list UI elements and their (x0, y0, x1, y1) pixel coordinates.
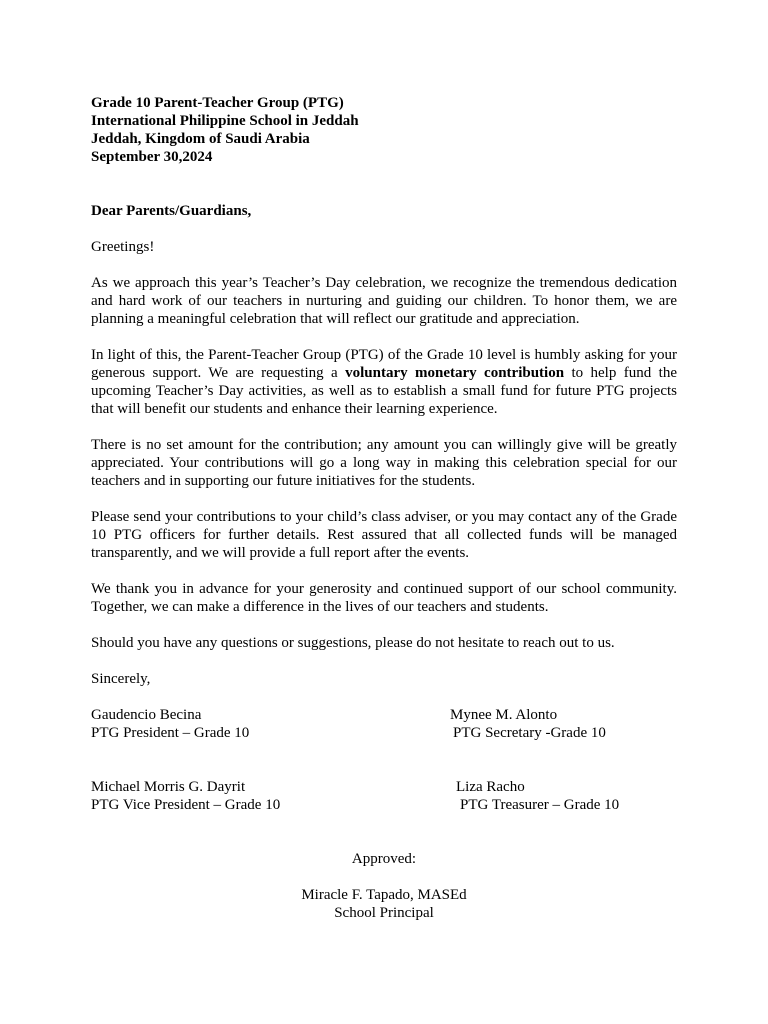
treasurer-title: PTG Treasurer – Grade 10 (460, 797, 620, 813)
president-title: PTG President – Grade 10 (91, 725, 250, 741)
signature-president (91, 706, 249, 742)
letterhead (91, 94, 677, 166)
approval-block (91, 850, 677, 922)
vice-president-name: Michael Morris G. Dayrit (91, 779, 246, 795)
signature-row-2 (91, 778, 677, 814)
treasurer-name: Liza Racho (456, 779, 525, 795)
letter-body (91, 94, 677, 922)
principal-title: School Principal (334, 905, 434, 921)
signature-secretary (450, 706, 606, 742)
voluntary-contribution-emphasis: voluntary monetary contribution (345, 365, 565, 381)
signature-vice-president (91, 778, 280, 814)
president-name: Gaudencio Becina (91, 707, 202, 723)
letter-date: September 30,2024 (91, 149, 213, 165)
paragraph-teachers-day: As we approach this year’s Teacher’s Day celebration, we recognize the tremendous dedication and hard work of our teachers in nurturing and guiding our children. To honor them, we are planning a meaningful celebration that will reflect our gratitude and appreciation. (91, 275, 677, 327)
vice-president-title: PTG Vice President – Grade 10 (91, 797, 281, 813)
paragraph-contribution-request-start: In light of this, the Parent-Teacher Group (PTG) of the Grade 10 level is humbly asking for your generous support. We are requesting a (91, 347, 677, 381)
approval-label: Approved: (351, 851, 417, 867)
letterhead-school: International Philippine School in Jeddah (91, 113, 359, 129)
paragraph-contribution-request (91, 346, 677, 418)
paragraph-contribution-request-end: to help fund the upcoming Teacher’s Day activities, as well as to establish a small fund for future PTG projects that will benefit our students and enhance their learning experience. (91, 365, 677, 417)
signature-row-1 (91, 706, 677, 742)
secretary-title: PTG Secretary -Grade 10 (453, 725, 606, 741)
secretary-name: Mynee M. Alonto (450, 707, 558, 723)
closing: Sincerely, (91, 671, 151, 687)
paragraph-questions: Should you have any questions or suggestions, please do not hesitate to reach out to us. (91, 635, 615, 651)
greeting: Greetings! (91, 239, 155, 255)
letterhead-location: Jeddah, Kingdom of Saudi Arabia (91, 131, 310, 147)
principal-name: Miracle F. Tapado, MASEd (301, 887, 467, 903)
salutation: Dear Parents/Guardians, (91, 203, 252, 219)
signature-treasurer (456, 778, 619, 814)
paragraph-send-contributions: Please send your contributions to your child’s class adviser, or you may contact any of the Grade 10 PTG officers for further details. Rest assured that all collected funds will be managed transparently, and we will provide a full report after the events. (91, 509, 677, 561)
paragraph-thank-you: We thank you in advance for your generosity and continued support of our school community. Together, we can make a difference in the lives of our teachers and students. (91, 581, 677, 615)
letterhead-organization: Grade 10 Parent-Teacher Group (PTG) (91, 95, 344, 111)
paragraph-no-set-amount: There is no set amount for the contribution; any amount you can willingly give will be greatly appreciated. Your contributions will go a long way in making this celebration special for our teachers and in supporting our future initiatives for the students. (91, 437, 677, 489)
